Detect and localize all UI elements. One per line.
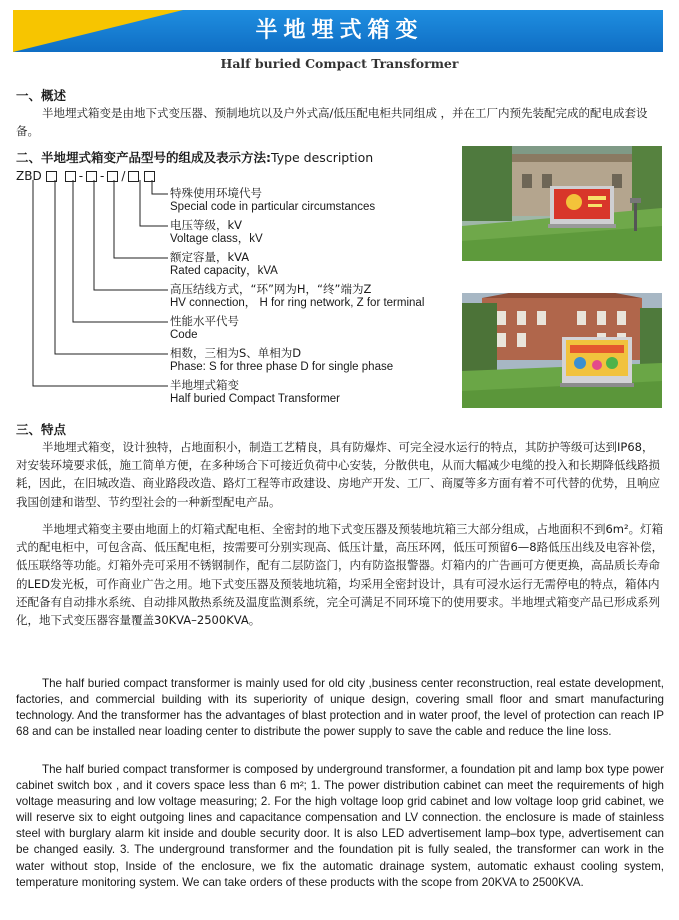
section-2-heading-cn: 二、半地埋式箱变产品型号的组成及表示方法:	[16, 150, 271, 165]
label-level	[170, 314, 239, 342]
code-slash: /	[121, 169, 126, 183]
section-3-paragraph-2	[16, 520, 664, 629]
label-special-cn: 特殊使用环境代号	[170, 186, 262, 200]
line-phase	[55, 180, 168, 354]
line-product	[33, 180, 168, 386]
english-paragraph-1	[16, 676, 664, 740]
line-capacity	[114, 180, 168, 258]
label-hv-cn: 高压结线方式，“环”网为H，“终”端为Z	[170, 282, 372, 296]
label-level-en: Code	[170, 329, 198, 341]
english-paragraph-2	[16, 762, 664, 891]
label-voltage-en: Voltage class，kV	[170, 233, 263, 245]
line-hv	[94, 180, 168, 290]
line-voltage	[140, 180, 168, 226]
section-3-p2-text: 半地埋式箱变主要由地面上的灯箱式配电柜、全密封的地下式变压器及预装地坑箱三大部分组成，占地面积不到6m²。灯箱式的配电柜中，可包含高、低压配电柜，按需要可分别实现高、低压计量，高压环网，低压可预留6—8路低压出线及电容补偿，低压联络等功能。灯箱外壳可采用不锈钢制作，配有二层防盗门，内有防盗报警器。灯箱内的广告画可方便更换，高品质长寿命的LED发光板，可作商业广告之用。地下式变压器及预装地坑箱，均采用全密封设计，具有可浸水运行无需停电的特点，箱体内还配备有自动排水系统、自动排风散热系统及温度监测系统，完全可满足不同环境下的使用要求。半地埋式箱变产品已形成系列化，地下式变压器容量覆盖30KVA–2500KVA。	[16, 522, 664, 628]
label-capacity-en: Rated capacity，kVA	[170, 265, 278, 277]
code-prefix: ZBD	[16, 169, 42, 183]
label-phase	[170, 346, 393, 374]
section-3-heading: 三、特点	[16, 422, 67, 437]
english-p2-text: The half buried compact transformer is composed by underground transformer, a foundation pit and lamp box type power cabinet switch box , and it covers space less than 6 m²; 1. The power distribution cabinet can meet the requirements of high voltage measuring and low voltage measuring; 2. For the high voltage loop grid cabinet and low voltage loop grid cabinet, we will reserve six to eight outgoing lines and capacitance compensation and LV connection. the enclosure is made of stainless steel with burglary alarm kit inside and double security door. It is also LED advertisement lamp–box type, advertisement can be changed easily. 3. The underground transformer and the foundation pit is fully sealed, the transformer can work in the water without stop, Inside of the enclosure, we fix the automatic drainage system, automatic exhaust cooling system, temperature monitoring system. We can take orders of these products with the scope from 20KVA to 2500KVA.	[16, 763, 664, 889]
label-phase-cn: 相数，三相为S、单相为D	[170, 346, 302, 360]
section-1-heading: 一、概述	[16, 88, 67, 103]
line-special	[152, 180, 168, 194]
section-1-body: 半地埋式箱变是由地下式变压器、预制地坑以及户外式高/低压配电柜共同组成 ，并在工厂内预先装配完成的配电成套设备。	[16, 106, 648, 139]
label-product	[170, 378, 340, 406]
label-product-en: Half buried Compact Transformer	[170, 393, 341, 405]
page-title: 半地埋式箱变	[255, 18, 424, 43]
label-voltage	[170, 218, 263, 246]
line-level	[73, 180, 168, 322]
section-2-heading-en: Type description	[271, 150, 374, 165]
label-capacity	[170, 250, 278, 278]
code-dash: -	[78, 169, 84, 183]
product-photo-1	[462, 146, 662, 261]
label-hv-en: HV connection， H for ring network, Z for terminal	[170, 297, 425, 309]
label-special-en: Special code in particular circumstances	[170, 201, 376, 213]
code-dash: -	[100, 169, 105, 183]
section-3-p1-text: 半地埋式箱变，设计独特，占地面积小，制造工艺精良，具有防爆炸、可完全浸水运行的特点，其防护等级可达到IP68，对安装环境要求低，施工简单方便，在多种场合下可接近负荷中心安装，分散供电，从而大幅减少电缆的投入和长期降低线路损耗，因此，在旧城改造、商业路段改造、路灯工程等市政建设、房地产开发、工厂、商厦等多方面有着不可代替的优势，且响应我国创建和谐型、节约型社会的一种新型配电产品。	[16, 440, 660, 509]
product-photo-2	[462, 293, 662, 408]
label-hv	[170, 282, 424, 310]
label-voltage-cn: 电压等级，kV	[170, 218, 243, 232]
label-phase-en: Phase: S for three phase D for single phase	[170, 361, 394, 373]
label-capacity-cn: 额定容量，kVA	[170, 250, 250, 264]
label-product-cn: 半地埋式箱变	[170, 378, 239, 392]
label-special	[170, 186, 375, 214]
page-subtitle: Half buried Compact Transformer	[220, 56, 459, 71]
english-p1-text: The half buried compact transformer is mainly used for old city ,business center reconstruction, real estate development, factories, and commercial building with its superiority of unique design, covering small floor and smart manufacturing technology. And the transformer has the advantages of blast protection and in water proof, the level of protection can reach IP 68 and can be installed near loading center to distribute the power supply to save the cable and reduce the line loss.	[16, 677, 664, 739]
label-level-cn: 性能水平代号	[170, 314, 239, 328]
section-3-paragraph-1	[16, 438, 664, 511]
